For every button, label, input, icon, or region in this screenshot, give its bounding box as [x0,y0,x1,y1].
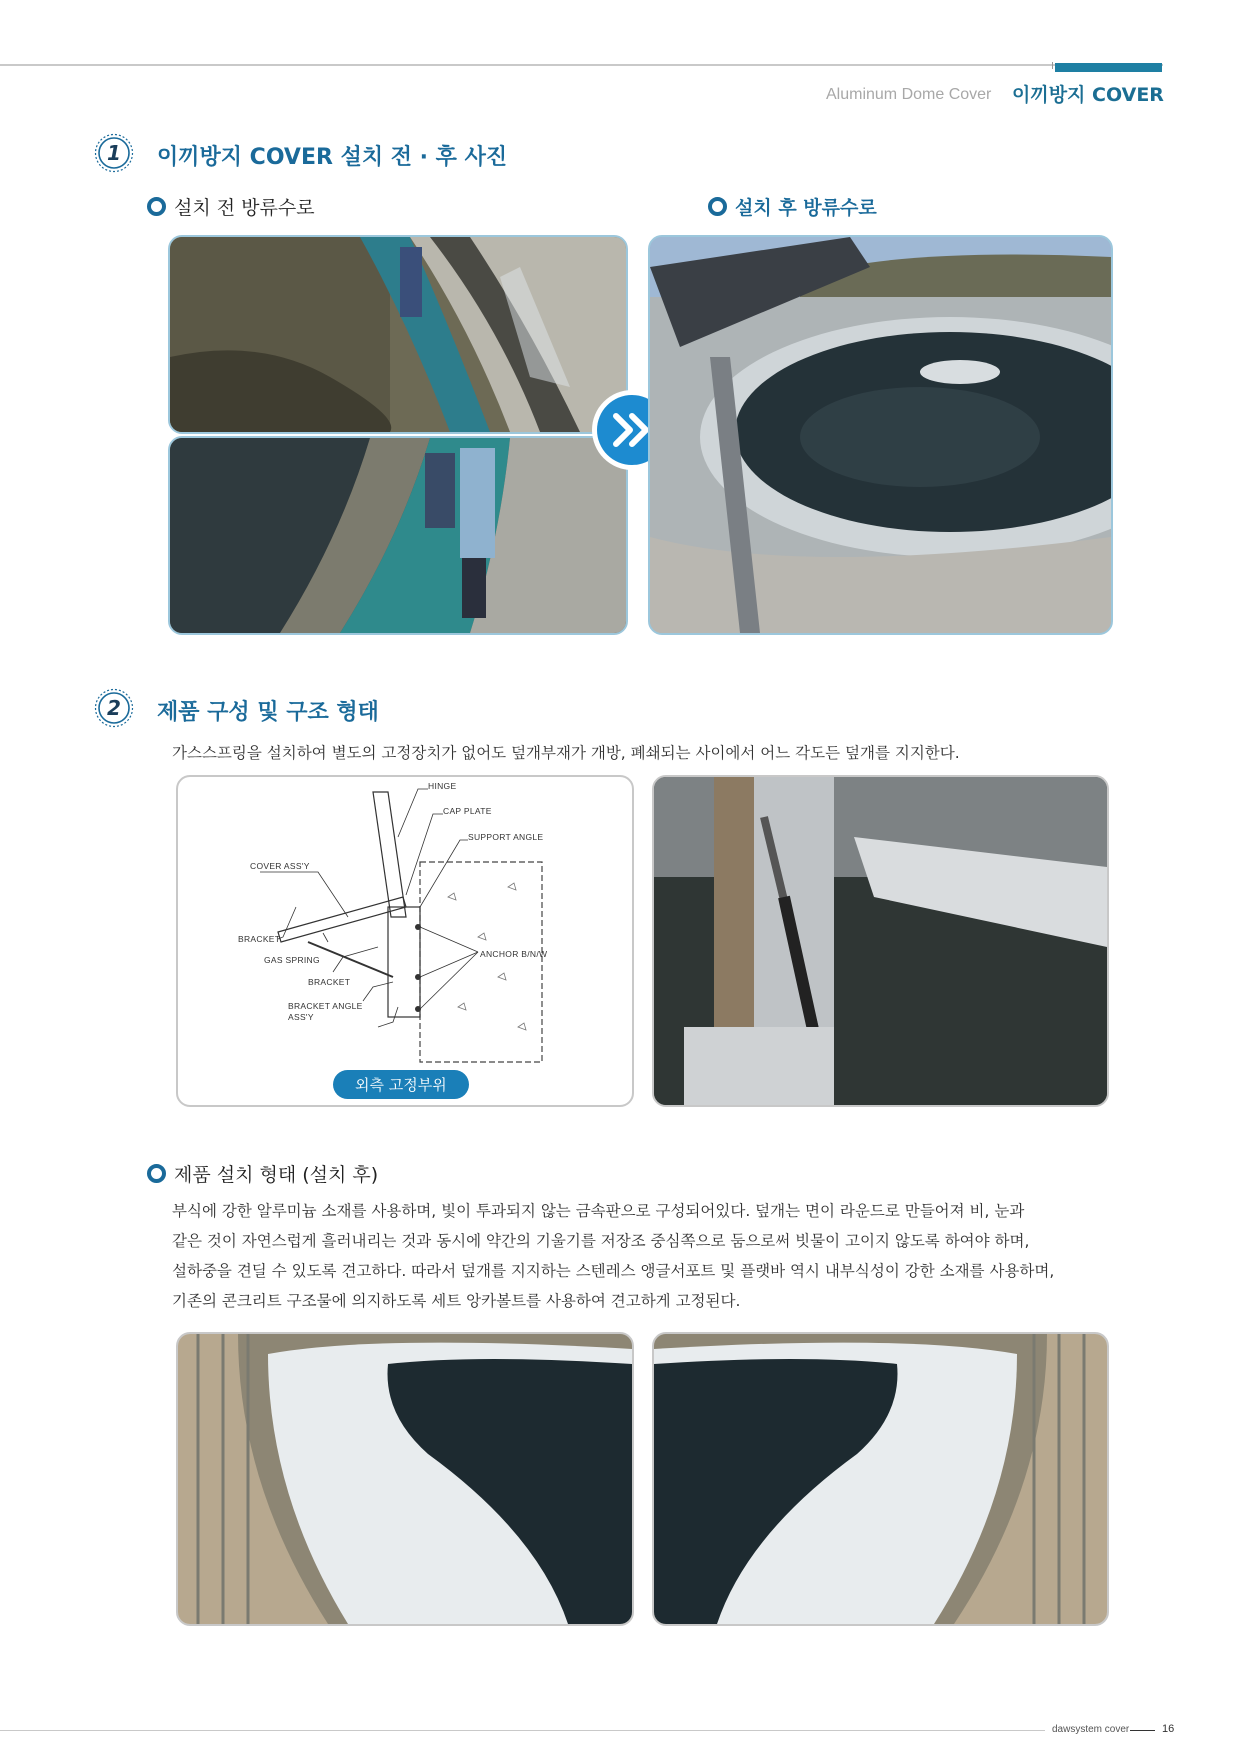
label-hinge: HINGE [428,781,457,791]
header-subtitle: Aluminum Dome Cover [826,86,992,103]
label-cover-assy: COVER ASS'Y [250,861,310,871]
section2-description: 가스스프링을 설치하여 별도의 고정장치가 없어도 덮개부재가 개방, 폐쇄되는 사이에서 어느 각도든 덮개를 지지한다. [172,744,960,762]
structure-diagram [176,775,634,1107]
install-line-3: 설하중을 견딜 수 있도록 견고하다. 따라서 덮개를 지지하는 스텐레스 앵글서포트 및 플랫바 역시 내부식성이 강한 소재를 사용하며, [172,1262,1055,1280]
installed-photo-left [176,1332,634,1626]
bullet-ring-icon [147,197,166,216]
label-bracket-upper: BRACKET [238,934,281,944]
install-description [172,1196,1132,1316]
section-number-1: 1 [107,141,121,165]
section2-title: 제품 구성 및 구조 형태 [157,700,379,725]
label-assy: ASS'Y [288,1012,314,1022]
section-number-2: 2 [107,696,121,720]
bullet-ring-icon [708,197,727,216]
header-accent-bar [1055,63,1162,72]
footer-brand: dawsystem cover [1052,1724,1130,1735]
label-bracket-angle: BRACKET ANGLE [288,1001,363,1011]
install-line-2: 같은 것이 자연스럽게 흘러내리는 것과 동시에 약간의 기울기를 저장조 중심쪽으로 둠으로써 빗물이 고이지 않도록 하여야 하며, [172,1232,1030,1250]
after-label [708,193,877,220]
installed-photo-right [652,1332,1109,1626]
label-gas-spring: GAS SPRING [264,955,320,965]
page-number: 16 [1162,1723,1175,1735]
before-label [147,193,315,220]
label-bracket-lower: BRACKET [308,977,351,987]
section-number-1-icon [94,133,134,173]
bullet-ring-icon [147,1164,166,1183]
install-title [147,1160,378,1187]
install-title-text: 제품 설치 형태 (설치 후) [174,1164,379,1186]
diagram-caption: 외측 고정부위 [333,1070,469,1099]
footer-rule [0,1730,1045,1731]
before-label-text: 설치 전 방류수로 [174,197,315,219]
header-title: 이끼방지 COVER [1012,84,1164,106]
header-tick [1052,62,1053,69]
before-photo-top [168,235,628,434]
double-chevron-right-icon [612,413,652,447]
footer-line [1130,1730,1155,1731]
before-photo-bottom [168,436,628,635]
gas-spring-photo [652,775,1109,1107]
label-cap-plate: CAP PLATE [443,806,492,816]
install-line-4: 기존의 콘크리트 구조물에 의지하도록 세트 앙카볼트를 사용하여 견고하게 고정된다. [172,1292,741,1310]
header-rule [0,64,1163,66]
section1-title: 이끼방지 COVER 설치 전 · 후 사진 [157,145,508,170]
after-photo [648,235,1113,635]
label-anchor: ANCHOR B/N/W [480,949,548,959]
install-line-1: 부식에 강한 알루미늄 소재를 사용하며, 빛이 투과되지 않는 금속판으로 구성되어있다. 덮개는 면이 라운드로 만들어져 비, 눈과 [172,1202,1025,1220]
section-number-2-icon [94,688,134,728]
after-label-text: 설치 후 방류수로 [735,197,877,219]
label-support-angle: SUPPORT ANGLE [468,832,544,842]
